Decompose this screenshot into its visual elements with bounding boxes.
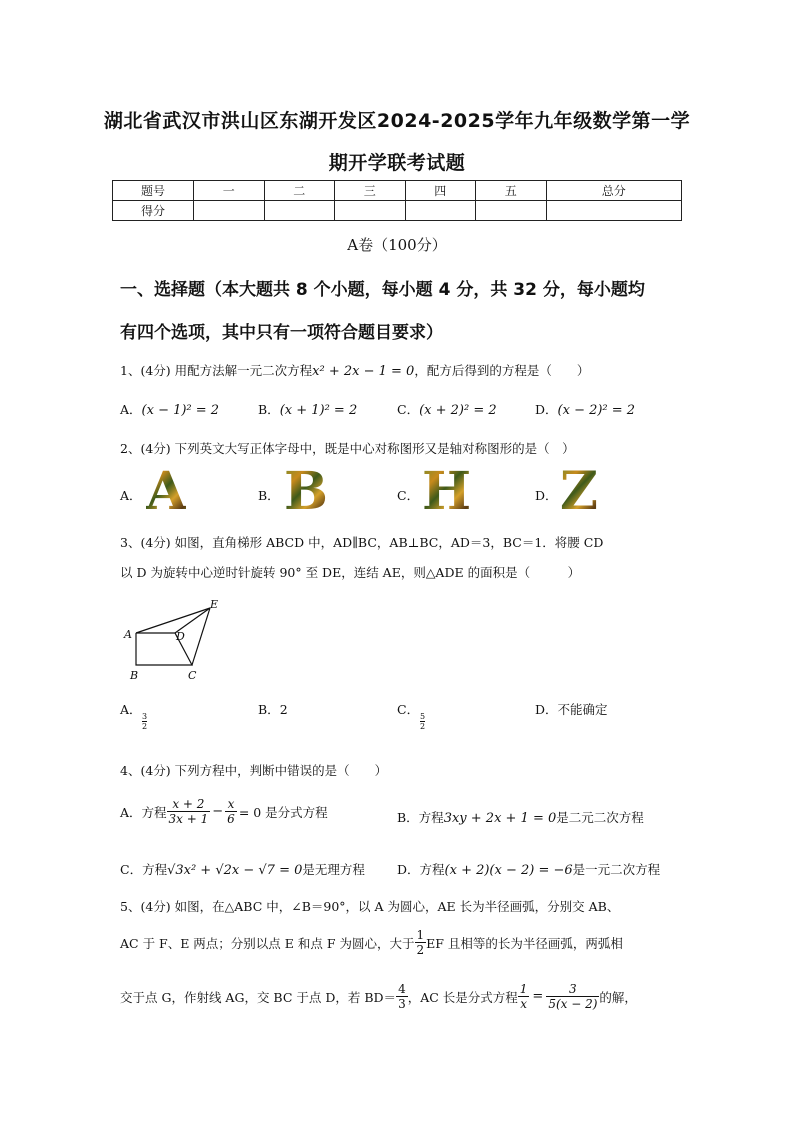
q1-option-d bbox=[535, 400, 635, 418]
option-equation: √3x² + √2x − √7 = 0 bbox=[167, 863, 303, 878]
option-label: B． bbox=[258, 402, 280, 417]
fraction-one-over-x bbox=[518, 982, 530, 1011]
score-header-cell: 二 bbox=[264, 181, 335, 201]
q4-option-a bbox=[120, 797, 328, 826]
option-label: D． bbox=[535, 702, 558, 717]
option-tail: = 0 是分式方程 bbox=[238, 804, 328, 820]
fraction-denominator: 2 bbox=[142, 722, 148, 731]
q3-trapezoid-figure bbox=[115, 595, 225, 685]
score-header-cell: 一 bbox=[194, 181, 265, 201]
part1-heading-line1: 一、选择题（本大题共 8 个小题，每小题 4 分，共 32 分，每小题均 bbox=[120, 280, 645, 300]
q1-stem-pre: 1、(4分) 用配方法解一元二次方程 bbox=[120, 363, 313, 378]
question-5-line3 bbox=[120, 982, 637, 1011]
option-equation: (x − 2)² = 2 bbox=[557, 403, 636, 418]
q3-option-c-fraction bbox=[420, 712, 425, 731]
score-header-cell: 题号 bbox=[113, 181, 194, 201]
fraction-numerator: 1 bbox=[519, 982, 528, 996]
question-2-stem: 2、(4分) 下列英文大写正体字母中，既是中心对称图形又是轴对称图形的是（ ） bbox=[120, 441, 575, 456]
fraction-denominator: 3 bbox=[398, 997, 406, 1011]
score-header-cell: 三 bbox=[335, 181, 406, 201]
q1-option-a bbox=[120, 400, 219, 418]
q2-letter-a-image: A bbox=[146, 461, 187, 522]
option-equation: (x + 2)(x − 2) = −6 bbox=[444, 863, 573, 878]
q1-option-b bbox=[258, 400, 357, 418]
label-b: B bbox=[130, 669, 139, 682]
option-label: A．方程 bbox=[120, 804, 167, 820]
q5-text: 交于点 G，作射线 AG，交 BC 于点 D，若 BD＝ bbox=[120, 989, 397, 1005]
q4-option-d bbox=[397, 860, 660, 878]
exam-title-line1: 湖北省武汉市洪山区东湖开发区2024-2025学年九年级数学第一学 bbox=[103, 110, 691, 132]
fraction-numerator: 3 bbox=[546, 982, 599, 997]
fraction-1 bbox=[167, 797, 211, 826]
q2-letter-b-image: B bbox=[284, 461, 328, 522]
label-a: A bbox=[124, 628, 132, 641]
q2-option-c-label: C． bbox=[397, 488, 420, 503]
q2-option-b-label: B． bbox=[258, 488, 280, 503]
option-tail: 是二元二次方程 bbox=[556, 810, 644, 825]
option-label: C．方程 bbox=[120, 862, 168, 877]
question-5-line2 bbox=[120, 928, 623, 957]
fraction-bd bbox=[396, 982, 408, 1011]
part1-heading-line2: 有四个选项，其中只有一项符合题目要求） bbox=[120, 323, 443, 343]
q4-option-c bbox=[120, 860, 365, 878]
segment-ce bbox=[192, 608, 210, 665]
question-5-line1: 5、(4分) 如图，在△ABC 中，∠B＝90°，以 A 为圆心，AE 长为半径画弧，分别交 AB、 bbox=[120, 899, 620, 914]
q3-option-a-fraction bbox=[142, 712, 147, 731]
fraction-denominator: x bbox=[520, 997, 527, 1011]
option-equation: 3xy + 2x + 1 = 0 bbox=[443, 811, 557, 826]
score-cell bbox=[335, 201, 406, 221]
option-label: C． bbox=[397, 402, 420, 417]
option-equation: (x + 2)² = 2 bbox=[419, 403, 497, 418]
q2-letter-z-image: Z bbox=[560, 461, 598, 522]
q2-option-a-label: A． bbox=[120, 488, 142, 503]
label-d: D bbox=[176, 630, 185, 643]
score-cell bbox=[476, 201, 547, 221]
score-header-cell: 五 bbox=[476, 181, 547, 201]
fraction-denominator: 2 bbox=[416, 943, 425, 957]
segment-ae bbox=[136, 608, 210, 633]
q2-letter-h-image: H bbox=[422, 461, 472, 522]
option-label: D． bbox=[535, 402, 558, 417]
minus-sign: − bbox=[212, 804, 224, 819]
option-equation: (x + 1)² = 2 bbox=[279, 403, 358, 418]
q5-text: ，AC 长是分式方程 bbox=[407, 989, 518, 1005]
fraction-denominator: 2 bbox=[420, 722, 426, 731]
fraction-rhs bbox=[546, 982, 599, 1011]
q1-stem-post: ，配方后得到的方程是（ ） bbox=[414, 363, 590, 378]
score-cell bbox=[194, 201, 265, 221]
score-cell bbox=[405, 201, 476, 221]
question-3-stem-line2: 以 D 为旋转中心逆时针旋转 90° 至 DE，连结 AE，则△ADE 的面积是（ ） bbox=[120, 565, 581, 580]
score-cell bbox=[264, 201, 335, 221]
option-label: B． bbox=[258, 702, 280, 717]
q1-option-c bbox=[397, 400, 497, 418]
fraction-denominator: 5(x − 2) bbox=[548, 997, 598, 1011]
option-tail: 是无理方程 bbox=[302, 862, 365, 877]
option-equation: (x − 1)² = 2 bbox=[141, 403, 220, 418]
option-value: 不能确定 bbox=[557, 702, 608, 717]
fraction-numerator: 3 bbox=[142, 712, 148, 721]
option-label: A． bbox=[120, 402, 142, 417]
option-value: 2 bbox=[279, 702, 288, 717]
q5-text: AC 于 F、E 两点；分别以点 E 和点 F 为圆心，大于 bbox=[120, 935, 415, 951]
exam-title-line2: 期开学联考试题 bbox=[328, 152, 466, 174]
fraction-numerator: 5 bbox=[420, 712, 426, 721]
section-a-heading: A卷（100分） bbox=[347, 236, 447, 254]
fraction-numerator: 1 bbox=[416, 928, 425, 942]
score-table-score-row bbox=[113, 201, 682, 221]
q5-text: EF 且相等的长为半径画弧，两弧相 bbox=[426, 935, 623, 951]
label-e: E bbox=[210, 598, 219, 611]
label-c: C bbox=[188, 669, 197, 682]
q4-option-b bbox=[397, 808, 644, 826]
score-header-cell: 四 bbox=[405, 181, 476, 201]
option-label: D．方程 bbox=[397, 862, 445, 877]
q5-text: 的解， bbox=[599, 989, 637, 1005]
q2-option-d-label: D． bbox=[535, 488, 558, 503]
equals-sign: = bbox=[532, 989, 544, 1004]
fraction-denominator: 6 bbox=[227, 812, 235, 826]
option-tail: 是一元二次方程 bbox=[572, 862, 661, 877]
question-3-stem-line1: 3、(4分) 如图，直角梯形 ABCD 中，AD∥BC，AB⊥BC，AD＝3，BC＝1．将腰 CD bbox=[120, 535, 604, 550]
q3-option-b bbox=[258, 700, 288, 718]
q3-option-c-label: C． bbox=[397, 702, 420, 717]
fraction-numerator: x bbox=[225, 797, 237, 812]
score-header-cell: 总分 bbox=[546, 181, 682, 201]
question-4-stem: 4、(4分) 下列方程中，判断中错误的是（ ） bbox=[120, 763, 388, 778]
question-1-stem bbox=[120, 361, 589, 379]
score-table-header-row bbox=[113, 181, 682, 201]
q3-option-d bbox=[535, 700, 608, 718]
fraction-half bbox=[415, 928, 427, 957]
q1-equation: x² + 2x − 1 = 0 bbox=[312, 364, 415, 379]
option-label: B．方程 bbox=[397, 810, 444, 825]
score-table bbox=[112, 180, 682, 221]
score-row-label: 得分 bbox=[113, 201, 194, 221]
fraction-numerator: 4 bbox=[398, 982, 406, 996]
fraction-numerator: x + 2 bbox=[167, 797, 211, 812]
fraction-denominator: 3x + 1 bbox=[168, 812, 209, 826]
q3-option-a-label: A． bbox=[120, 702, 142, 717]
score-cell bbox=[546, 201, 682, 221]
fraction-2 bbox=[225, 797, 237, 826]
